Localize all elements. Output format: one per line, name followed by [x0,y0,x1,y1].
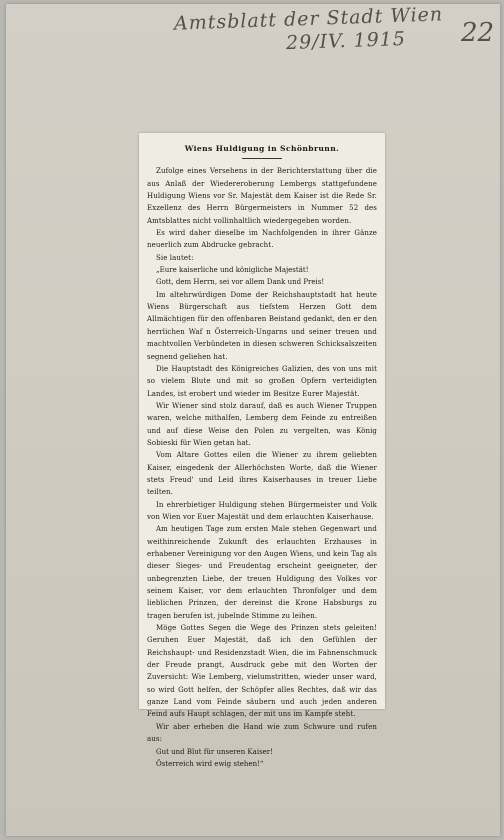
article-paragraph: Zufolge eines Versehens in der Berichterstattung über die aus Anlaß der Wiedereroberung Lembergs stattgefundene Huldigung Wiens vor Sr. Majestät dem Kaiser ist die Rede Sr. Exzellenz des Herrn Bürgermeisters in Nummer 52 des Amtsblattes nicht vollinhaltlich wiedergegeben worden. [147,167,377,225]
article-closing-line: Österreich wird ewig stehen!“ [156,759,264,768]
article-paragraph: Wir aber erheben die Hand wie zum Schwure und rufen aus: [147,722,377,744]
article-paragraph: Vom Altare Gottes eilen die Wiener zu ihrem geliebten Kaiser, eingedenk der Allerhöchsten Worte, daß die Wiener stets Freud' und Leid ihres Kaiserhauses in treuer Liebe teilten. [147,451,377,497]
article-paragraph: Im altehrwürdigen Dome der Reichshauptstadt hat heute Wiens Bürgerschaft aus tiefstem Herzen Gott dem Allmächtigen für den offenbaren Beistand gedankt, den er den herrlichen Waf n Österreich-Ungarns und seiner treuen und machtvollen Verbündeten in diesen schweren Schicksalszeiten segnend geliehen hat. [147,290,377,361]
article-salutation: „Eure kaiserliche und königliche Majestät! [156,266,309,275]
handwritten-source-title: Amtsblatt der Stadt Wien [173,3,444,35]
article-paragraph: Wir Wiener sind stolz darauf, daß es auch Wiener Truppen waren, welche mithalfen, Lemberg dem Feinde zu entreißen und auf diese Weise den Polen zu vergelten, was König Sobieski für Wien getan hat. [147,401,377,447]
article-paragraph: Die Hauptstadt des Königreiches Galizien, des von uns mit so vielem Blute und mit so großen Opfern verteidigten Landes, ist erobert und wieder im Besitze Eurer Majestät. [147,364,377,398]
newspaper-clipping [139,133,385,768]
article-title: Wiens Huldigung in Schönbrunn. [147,143,377,159]
article-closing-line: Gut und Blut für unseren Kaiser! [156,747,273,756]
article-paragraph: Möge Gottes Segen die Wege des Prinzen stets geleiten! Geruhen Euer Majestät, daß ich den Gefühlen der Reichshaupt- und Residenzstadt Wien, die im Fahnenschmuck der Freude prangt, Ausdruck gebe mit den Worten der Zuversicht: Wie Lemberg, vielumstritten, wieder unser ward, so wird Gott helfen, der Schöpfer alles Rechtes, daß wir das ganze Land vom Feinde säubern und auch jeden anderen Feind aufs Haupt schlagen, der mit uns im Kampfe steht. [147,624,377,719]
article-paragraph: In ehrerbietiger Huldigung stehen Bürgermeister und Volk von Wien vor Euer Majestät und dem erlauchten Kaiserhause. [147,500,377,521]
archive-page [6,4,500,836]
article-paragraph: Es wird daher dieselbe im Nachfolgenden in ihrer Gänze neuerlich zum Abdrucke gebracht. [147,229,377,250]
article-paragraph: Sie lautet: [156,253,194,262]
handwritten-page-number: 22 [461,18,495,48]
handwritten-date: 29/IV. 1915 [285,27,407,55]
article-paragraph: Am heutigen Tage zum ersten Male stehen Gegenwart und weithinreichende Zukunft des erlauchten Erzhauses in erhabener Vereinigung vor den Augen Wiens, und kein Tag als dieser Sieges- und Freudentag erscheint geeigneter, der unbegrenzten Liebe, der treuen Huldigung des Volkes vor seinem Kaiser, vor dem erlauchten Thronfolger und dem lieblichen Prinzen, der dereinst die Krone Habsburgs zu tragen berufen ist, jubelnde Stimme zu leihen. [147,525,377,620]
article-paragraph: Gott, dem Herrn, sei vor allem Dank und Preis! [156,278,325,287]
